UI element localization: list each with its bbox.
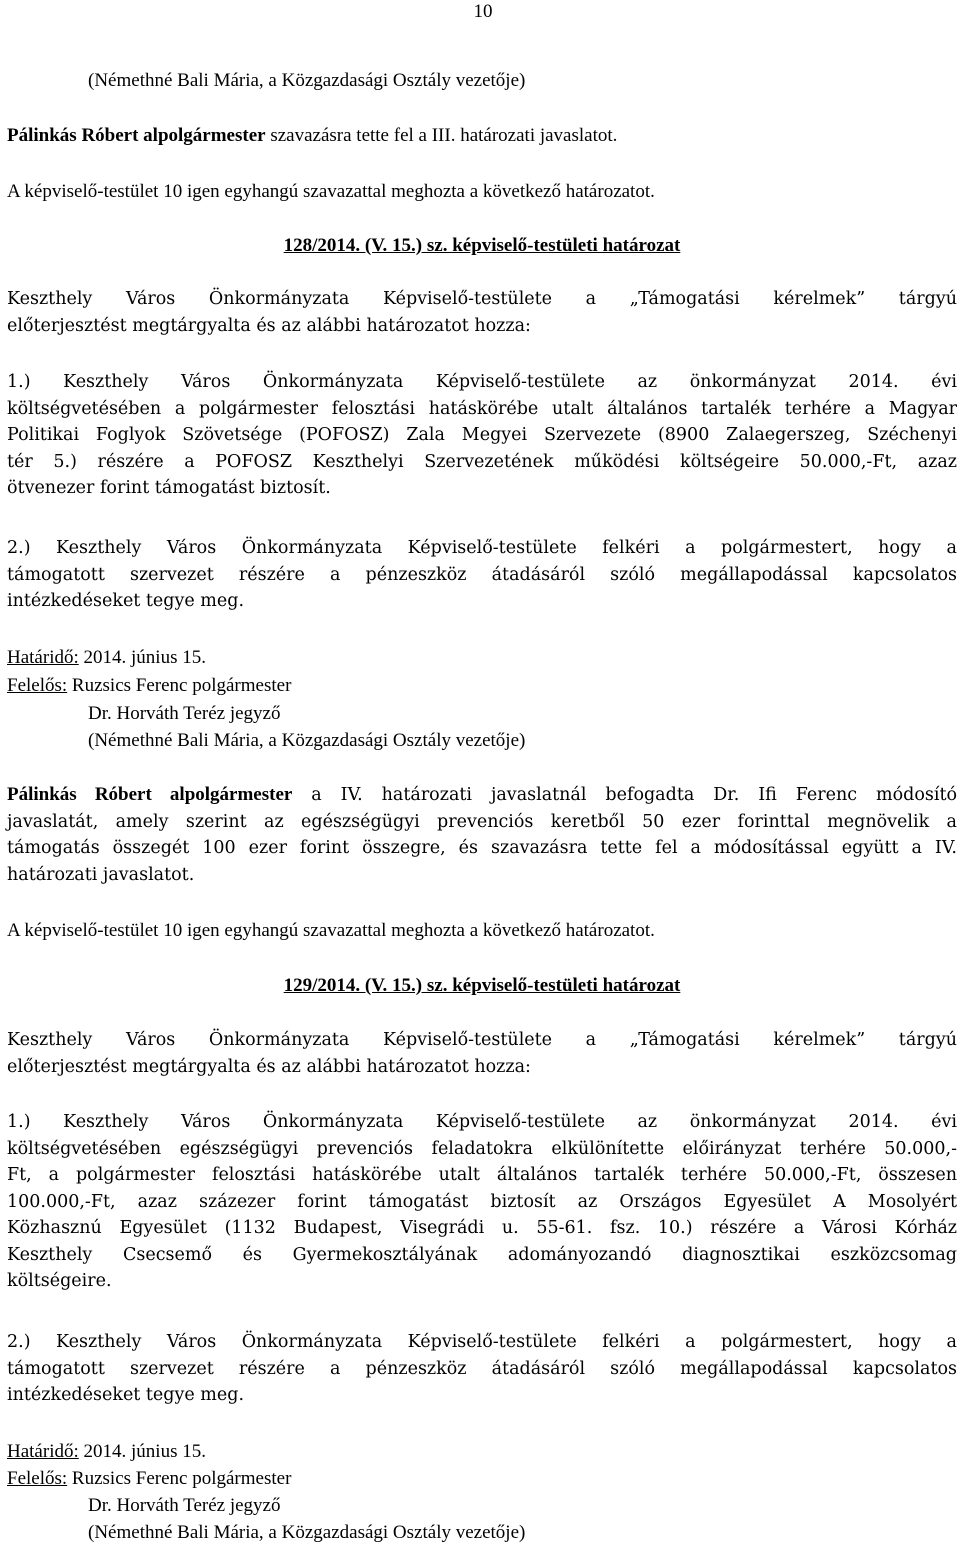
text-line: 2.) Keszthely Város Önkormányzata Képviselő-testülete felkéri a polgármestert, hogy a <box>7 538 957 558</box>
text-line: támogatott szervezet részére a pénzeszköz átadásáról szóló megállapodással kapcsolatos <box>7 564 957 585</box>
text-line: Keszthely Város Önkormányzata Képviselő-testülete a „Támogatási kérelmek” tárgyú <box>7 289 957 309</box>
text-line: 1.) Keszthely Város Önkormányzata Képviselő-testülete az önkormányzat 2014. évi <box>7 1112 957 1132</box>
text-line: Pálinkás Róbert alpolgármester a IV. határozati javaslatnál befogadta Dr. Ifi Ferenc módosító <box>7 784 958 805</box>
text-line: tér 5.) részére a POFOSZ Keszthelyi Szervezetének működési költségeire 50.000,-Ft, azaz <box>7 451 957 472</box>
resolution-128-point-1 <box>7 369 957 502</box>
text-line: Keszthely Csecsemő és Gyermekosztályának adományozandó diagnosztikai eszközcsomag <box>7 1244 957 1265</box>
resolution-128-deadline: Határidő: 2014. június 15. <box>7 647 206 668</box>
text-line: előterjesztést megtárgyalta és az alábbi határozatot hozza: <box>7 315 531 336</box>
resolution-129-point-2 <box>7 1329 957 1409</box>
resolution-128-responsible: Felelős: Ruzsics Ferenc polgármester <box>7 675 292 696</box>
text-line: költségvetésében a polgármester felosztási hatáskörébe utalt általános tartalék terhére a Magyar <box>7 398 957 419</box>
resolution-129-title: 129/2014. (V. 15.) sz. képviselő-testületi határozat <box>283 975 681 996</box>
resolution-129-responsible: Felelős: Ruzsics Ferenc polgármester <box>7 1468 292 1489</box>
text-line: Ft, a polgármester felosztási hatáskörébe utalt általános tartalék terhére 50.000,-Ft, összesen <box>7 1165 957 1185</box>
text-line: Közhasznú Egyesület (1132 Budapest, Visegrádi u. 55-61. fsz. 10.) részére a Városi Kórház <box>7 1218 957 1238</box>
text-line: támogatás összegét 100 ezer forint összegre, és szavazásra tette fel a módosítással együtt a IV. <box>7 838 957 858</box>
resolution-128-responsible-2: Dr. Horváth Teréz jegyző <box>88 703 281 724</box>
text-line: határozati javaslatot. <box>7 864 195 885</box>
text-line: intézkedéseket tegye meg. <box>7 1385 245 1405</box>
resolution-128-title: 128/2014. (V. 15.) sz. képviselő-testületi határozat <box>283 235 681 256</box>
resolution-129-point-1 <box>7 1109 957 1295</box>
resolution-128-responsible-3: (Némethné Bali Mária, a Közgazdasági Osztály vezetője) <box>88 730 526 751</box>
text-line: javaslatát, amely szerint az egészségügyi prevenciós keretből 50 ezer forinttal megnövelik a <box>7 811 957 832</box>
text-line: Politikai Foglyok Szövetsége (POFOSZ) Zala Megyei Szervezete (8900 Zalaegerszeg, Széchenyi <box>7 425 957 445</box>
vote-announcement-2 <box>7 782 957 888</box>
resolution-129-responsible-2: Dr. Horváth Teréz jegyző <box>88 1495 281 1516</box>
text-line: 2.) Keszthely Város Önkormányzata Képviselő-testülete felkéri a polgármestert, hogy a <box>7 1332 957 1352</box>
vote-text: szavazásra tette fel a III. határozati javaslatot. <box>265 125 618 146</box>
text-line: támogatott szervezet részére a pénzeszköz átadásáról szóló megállapodással kapcsolatos <box>7 1358 957 1379</box>
text-line: Keszthely Város Önkormányzata Képviselő-testülete a „Támogatási kérelmek” tárgyú <box>7 1030 957 1050</box>
text-line: 1.) Keszthely Város Önkormányzata Képviselő-testülete az önkormányzat 2014. évi <box>7 372 957 392</box>
text-line: költségvetésében egészségügyi prevenciós feladatokra elkülönítette előirányzat terhére 50.000,- <box>7 1138 957 1159</box>
resolution-129-responsible-3: (Némethné Bali Mária, a Közgazdasági Osztály vezetője) <box>88 1522 526 1543</box>
text-line: költségeire. <box>7 1271 112 1291</box>
vote-result-2: A képviselő-testület 10 igen egyhangú szavazattal meghozta a következő határozatot. <box>7 920 655 941</box>
page-number: 10 <box>473 1 493 22</box>
resolution-128-point-2 <box>7 535 957 615</box>
resolution-129-intro <box>7 1027 957 1080</box>
resolution-128-intro <box>7 286 957 339</box>
vote-person-name: Pálinkás Róbert alpolgármester <box>7 125 266 146</box>
responsible-line-top: (Némethné Bali Mária, a Közgazdasági Osztály vezetője) <box>88 70 526 91</box>
text-line: előterjesztést megtárgyalta és az alábbi határozatot hozza: <box>7 1056 531 1077</box>
vote-announcement-1 <box>7 123 617 149</box>
text-line: ötvenezer forint támogatást biztosít. <box>7 478 331 498</box>
resolution-129-deadline: Határidő: 2014. június 15. <box>7 1441 206 1462</box>
text-line: intézkedéseket tegye meg. <box>7 591 245 611</box>
vote-result-1: A képviselő-testület 10 igen egyhangú szavazattal meghozta a következő határozatot. <box>7 181 655 202</box>
text-line: 100.000,-Ft, azaz százezer forint támogatást biztosít az Országos Egyesület A Mosolyért <box>7 1191 957 1212</box>
